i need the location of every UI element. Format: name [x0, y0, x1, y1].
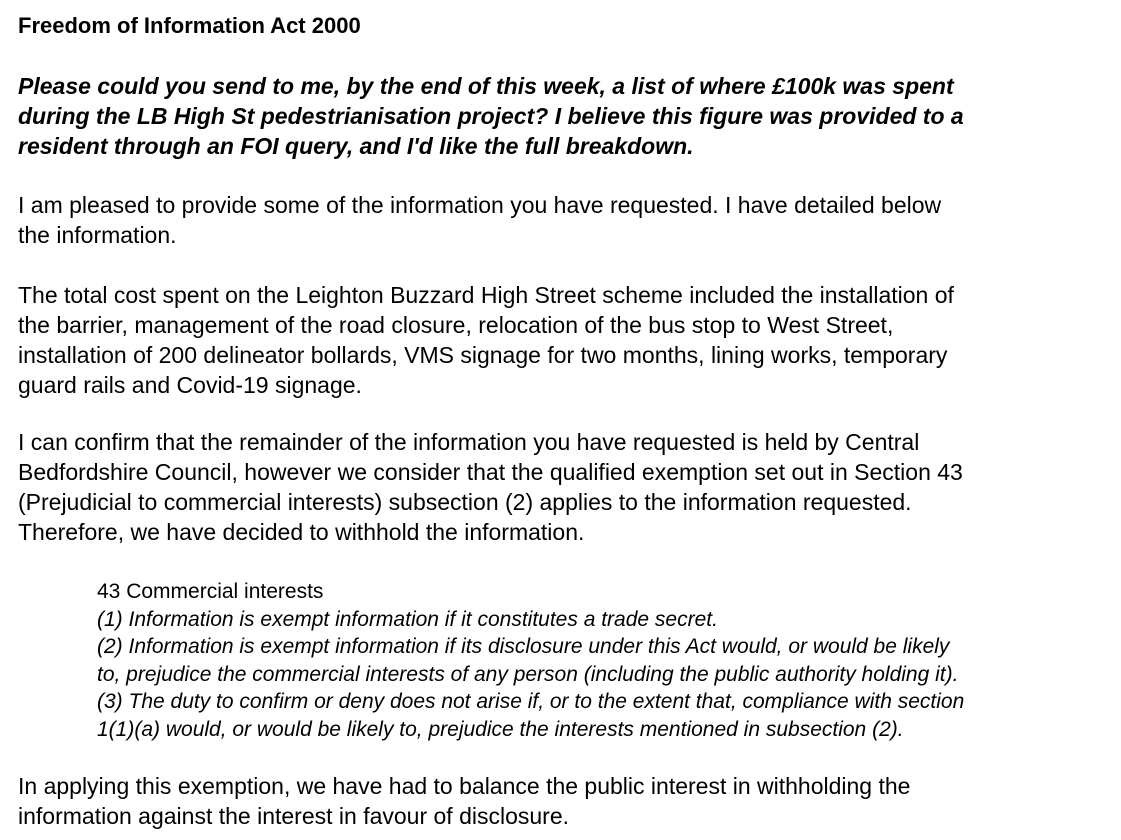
- quote-line: to, prejudice the commercial interests of any person (including the public authority holding it).: [97, 662, 959, 686]
- paragraph-line: I am pleased to provide some of the information you have requested. I have detailed below: [18, 192, 942, 218]
- paragraph-total-cost: [18, 280, 1113, 400]
- quote-line: (3) The duty to confirm or deny does not arise if, or to the extent that, compliance with section: [97, 690, 965, 713]
- quote-line: (1) Information is exempt information if it constitutes a trade secret.: [97, 607, 718, 631]
- request-quote: [18, 71, 1113, 161]
- document-heading: Freedom of Information Act 2000: [18, 13, 361, 38]
- request-line: Please could you send to me, by the end of this week, a list of where £100k was spent: [18, 73, 954, 99]
- paragraph-line: guard rails and Covid-19 signage.: [18, 372, 362, 398]
- paragraph-line: Therefore, we have decided to withhold the information.: [18, 519, 585, 545]
- paragraph-line: (Prejudicial to commercial interests) subsection (2) applies to the information requested.: [18, 489, 912, 515]
- paragraph-response-intro: [18, 190, 1113, 250]
- section-43-quote: [97, 578, 1107, 743]
- quote-title: 43 Commercial interests: [97, 580, 324, 603]
- quote-line: 1(1)(a) would, or would be likely to, prejudice the interests mentioned in subsection (2).: [97, 717, 904, 741]
- paragraph-line: In applying this exemption, we have had to balance the public interest in withholding the: [18, 773, 911, 799]
- request-line: resident through an FOI query, and I'd like the full breakdown.: [18, 133, 694, 159]
- paragraph-line: Bedfordshire Council, however we consider that the qualified exemption set out in Section 43: [18, 459, 963, 485]
- paragraph-line: the information.: [18, 222, 177, 248]
- paragraph-line: information against the interest in favour of disclosure.: [18, 803, 570, 829]
- paragraph-line: installation of 200 delineator bollards, VMS signage for two months, lining works, temporary: [18, 342, 948, 368]
- paragraph-line: I can confirm that the remainder of the information you have requested is held by Central: [18, 429, 920, 455]
- quote-line: (2) Information is exempt information if its disclosure under this Act would, or would be likely: [97, 635, 950, 658]
- paragraph-line: the barrier, management of the road closure, relocation of the bus stop to West Street,: [18, 312, 894, 338]
- paragraph-exemption: [18, 427, 1113, 547]
- paragraph-line: The total cost spent on the Leighton Buzzard High Street scheme included the installation of: [18, 282, 954, 308]
- paragraph-public-interest: [18, 771, 1113, 831]
- request-line: during the LB High St pedestrianisation project? I believe this figure was provided to a: [18, 103, 964, 129]
